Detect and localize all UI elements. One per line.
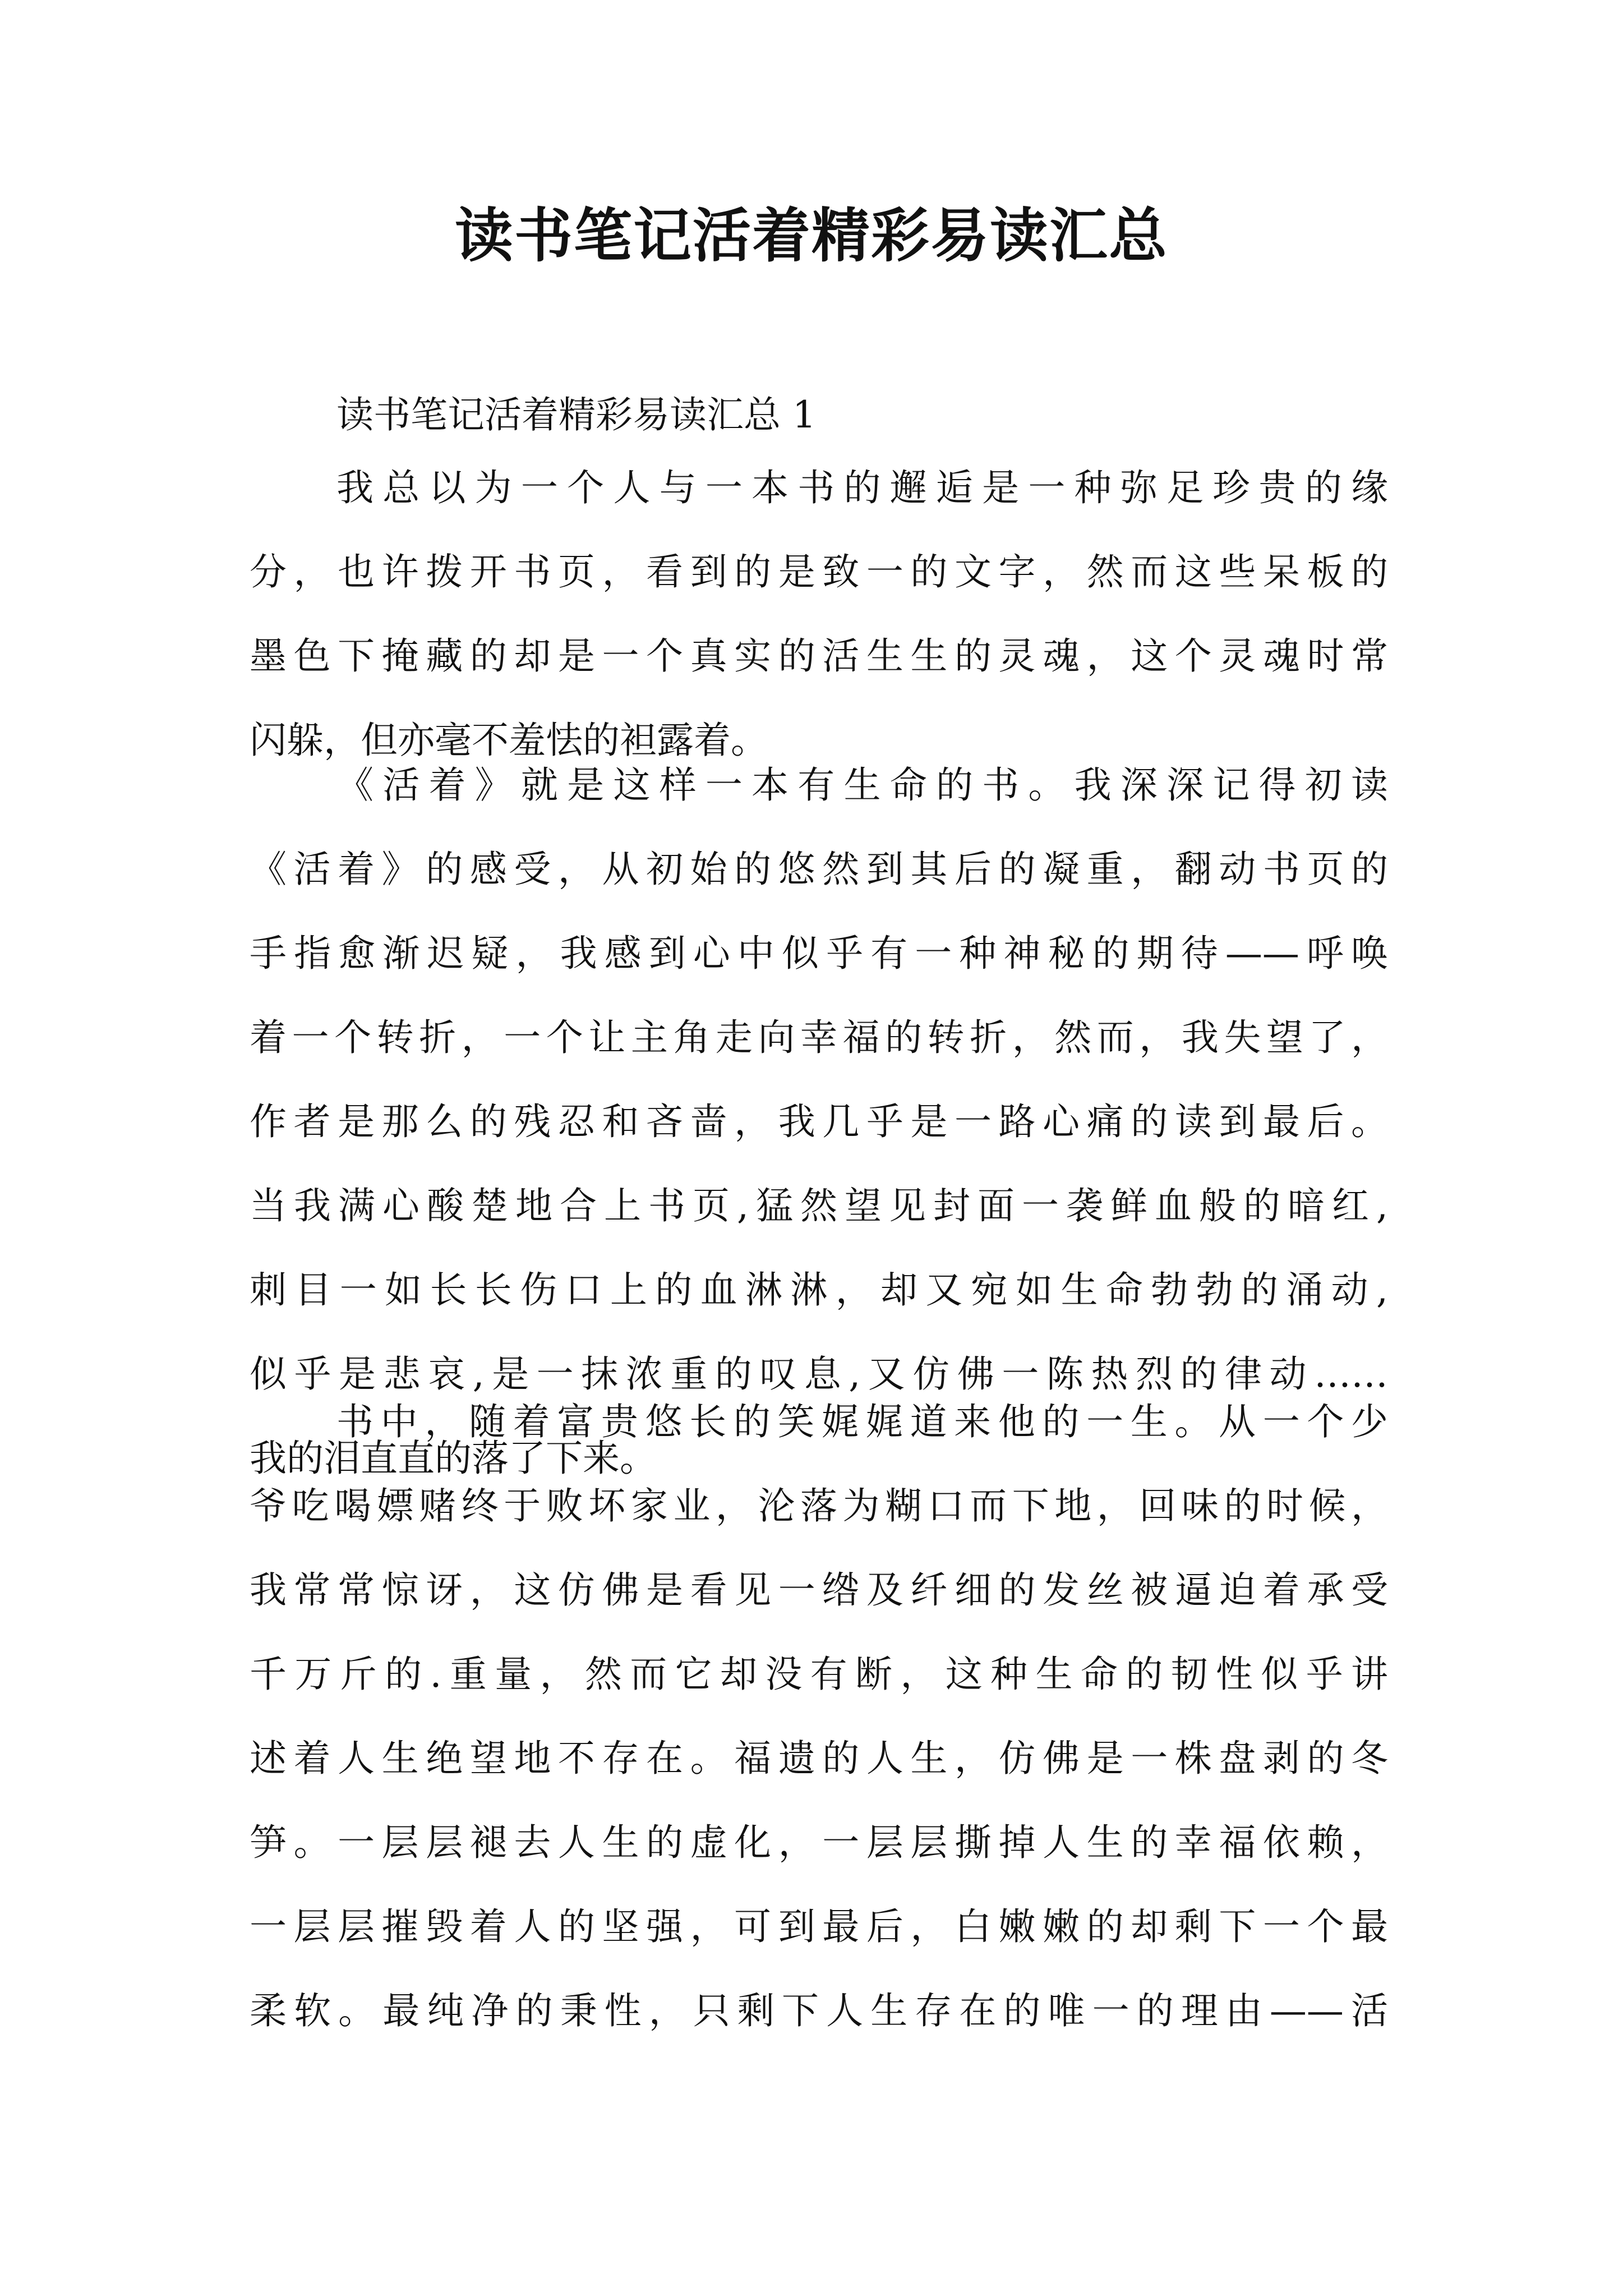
text-line: 着一个转折，一个让主角走向幸福的转折，然而，我失望了， xyxy=(250,1016,1388,1059)
text-line: 《活着》就是这样一本有生命的书。我深深记得初读 xyxy=(336,763,1388,807)
paragraph-1 xyxy=(250,460,1388,797)
section-heading: 读书笔记活着精彩易读汇总 1 xyxy=(336,393,816,436)
text-line: 一层层摧毁着人的坚强，可到最后，白嫩嫩的却剩下一个最 xyxy=(250,1905,1388,1948)
text-line: 闪躲，但亦毫不羞怯的袒露着。 xyxy=(250,719,768,762)
text-line: 当我满心酸楚地合上书页,猛然望见封面一袭鲜血般的暗红, xyxy=(250,1184,1388,1227)
text-line: 刺目一如长长伤口上的血淋淋，却又宛如生命勃勃的涌动, xyxy=(250,1268,1388,1312)
text-line: 《活着》的感受，从初始的悠然到其后的凝重，翻动书页的 xyxy=(250,848,1388,891)
text-line: 作者是那么的残忍和吝啬，我几乎是一路心痛的读到最后。 xyxy=(250,1100,1388,1143)
text-line: 千万斤的.重量，然而它却没有断，这种生命的韧性似乎讲 xyxy=(250,1653,1388,1696)
text-line: 我总以为一个人与一本书的邂逅是一种弥足珍贵的缘 xyxy=(336,466,1388,509)
text-line: 似乎是悲哀,是一抹浓重的叹息,又仿佛一陈热烈的律动…… xyxy=(250,1352,1388,1396)
text-line: 柔软。最纯净的秉性，只剩下人生存在的唯一的理由——活 xyxy=(250,1989,1388,2032)
paragraph-3 xyxy=(250,1394,1388,2067)
text-line: 笋。一层层褪去人生的虚化，一层层撕掉人生的幸福依赖， xyxy=(250,1821,1388,1864)
text-line: 手指愈渐迟疑，我感到心中似乎有一种神秘的期待——呼唤 xyxy=(250,932,1388,975)
document-title: 读书笔记活着精彩易读汇总 xyxy=(454,201,1168,270)
text-line: 我常常惊讶，这仿佛是看见一绺及纤细的发丝被逼迫着承受 xyxy=(250,1568,1388,1612)
text-line: 我的泪直直的落了下来。 xyxy=(250,1437,657,1480)
text-line: 书中，随着富贵悠长的笑娓娓道来他的一生。从一个少 xyxy=(336,1400,1388,1443)
text-line: 爷吃喝嫖赌终于败坏家业，沦落为糊口而下地，回味的时候， xyxy=(250,1484,1388,1527)
text-line: 墨色下掩藏的却是一个真实的活生生的灵魂，这个灵魂时常 xyxy=(250,634,1388,678)
text-line: 分，也许拨开书页，看到的是致一的文字，然而这些呆板的 xyxy=(250,550,1388,593)
text-line: 述着人生绝望地不存在。福遗的人生，仿佛是一株盘剥的冬 xyxy=(250,1737,1388,1780)
